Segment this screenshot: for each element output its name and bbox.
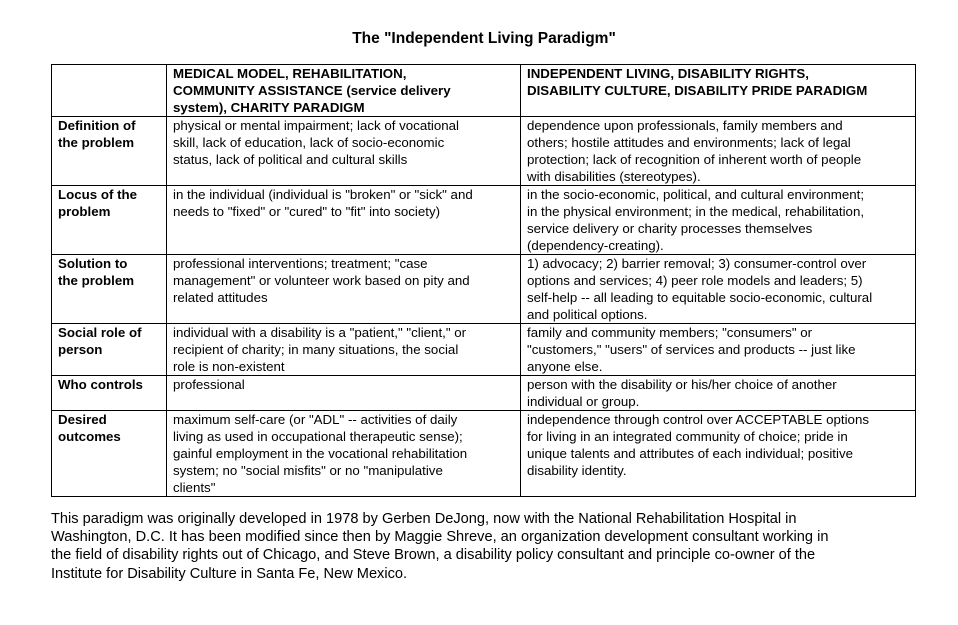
text-line: MEDICAL MODEL, REHABILITATION, xyxy=(173,66,407,81)
medical-model-cell xyxy=(167,376,521,411)
table-header-row xyxy=(52,65,916,117)
text-line: Washington, D.C. It has been modified since then by Maggie Shreve, an organization development consultant working in xyxy=(51,529,829,546)
text-line: clients" xyxy=(173,480,216,495)
row-label xyxy=(52,117,167,186)
document-title: The "Independent Living Paradigm" xyxy=(352,30,616,47)
text-line: in the socio-economic, political, and cultural environment; xyxy=(527,187,865,202)
text-line: needs to "fixed" or "cured" to "fit" into society) xyxy=(173,204,441,219)
independent-living-cell xyxy=(521,411,916,497)
text-line: dependence upon professionals, family members and xyxy=(527,118,843,133)
text-line: service delivery or charity processes themselves xyxy=(527,221,813,236)
row-label xyxy=(52,186,167,255)
text-line: recipient of charity; in many situations, the social xyxy=(173,342,459,357)
paradigm-table xyxy=(51,64,916,497)
text-line: outcomes xyxy=(58,429,121,444)
text-line: living as used in occupational therapeutic sense); xyxy=(173,429,463,444)
text-line: self-help -- all leading to equitable socio-economic, cultural xyxy=(527,290,873,305)
header-medical-model xyxy=(167,65,521,117)
text-line: (dependency-creating). xyxy=(527,238,664,253)
text-line: physical or mental impairment; lack of vocational xyxy=(173,118,460,133)
text-line: role is non-existent xyxy=(173,359,285,374)
row-label xyxy=(52,324,167,376)
medical-model-cell xyxy=(167,324,521,376)
text-line: protection; lack of recognition of inherent worth of people xyxy=(527,152,862,167)
table-row-who-controls xyxy=(52,376,916,411)
text-line: problem xyxy=(58,204,111,219)
text-line: Social role of xyxy=(58,325,142,340)
text-line: Desired xyxy=(58,412,107,427)
text-line: Definition of xyxy=(58,118,136,133)
text-line: the problem xyxy=(58,135,135,150)
text-line: Institute for Disability Culture in Santa Fe, New Mexico. xyxy=(51,565,408,582)
header-independent-living xyxy=(521,65,916,117)
text-line: independence through control over ACCEPTABLE options xyxy=(527,412,869,427)
header-empty-cell xyxy=(52,65,167,117)
medical-model-cell xyxy=(167,411,521,497)
table-row-locus xyxy=(52,186,916,255)
table-row-outcomes xyxy=(52,411,916,497)
table-row-definition xyxy=(52,117,916,186)
independent-living-cell xyxy=(521,117,916,186)
source-paragraph xyxy=(51,510,951,583)
text-line: individual with a disability is a "patient," "client," or xyxy=(173,325,467,340)
text-line: Who controls xyxy=(58,377,143,392)
text-line: anyone else. xyxy=(527,359,603,374)
text-line: management" or volunteer work based on pity and xyxy=(173,273,470,288)
text-line: maximum self-care (or "ADL" -- activities of daily xyxy=(173,412,458,427)
text-line: status, lack of political and cultural skills xyxy=(173,152,408,167)
text-line: options and services; 4) peer role models and leaders; 5) xyxy=(527,273,863,288)
text-line: 1) advocacy; 2) barrier removal; 3) consumer-control over xyxy=(527,256,867,271)
table-row-social-role xyxy=(52,324,916,376)
text-line: DISABILITY CULTURE, DISABILITY PRIDE PARADIGM xyxy=(527,83,868,98)
row-label xyxy=(52,255,167,324)
text-line: skill, lack of education, lack of socio-economic xyxy=(173,135,445,150)
text-line: for living in an integrated community of choice; pride in xyxy=(527,429,848,444)
text-line: system), CHARITY PARADIGM xyxy=(173,100,365,115)
text-line: person xyxy=(58,342,103,357)
text-line: COMMUNITY ASSISTANCE (service delivery xyxy=(173,83,451,98)
text-line: individual or group. xyxy=(527,394,640,409)
independent-living-cell xyxy=(521,186,916,255)
text-line: and political options. xyxy=(527,307,648,322)
medical-model-cell xyxy=(167,117,521,186)
text-line: person with the disability or his/her choice of another xyxy=(527,377,837,392)
text-line: professional xyxy=(173,377,245,392)
text-line: professional interventions; treatment; "case xyxy=(173,256,428,271)
text-line: the problem xyxy=(58,273,135,288)
text-line: in the physical environment; in the medical, rehabilitation, xyxy=(527,204,865,219)
text-line: family and community members; "consumers" or xyxy=(527,325,813,340)
row-label xyxy=(52,411,167,497)
text-line: Solution to xyxy=(58,256,128,271)
text-line: with disabilities (stereotypes). xyxy=(527,169,701,184)
text-line: Locus of the xyxy=(58,187,138,202)
text-line: "customers," "users" of services and products -- just like xyxy=(527,342,856,357)
text-line: related attitudes xyxy=(173,290,268,305)
text-line: INDEPENDENT LIVING, DISABILITY RIGHTS, xyxy=(527,66,809,81)
text-line: system; no "social misfits" or no "manipulative xyxy=(173,463,443,478)
independent-living-cell xyxy=(521,255,916,324)
text-line: This paradigm was originally developed in 1978 by Gerben DeJong, now with the National Rehabilitation Hospital in xyxy=(51,511,797,527)
independent-living-cell xyxy=(521,324,916,376)
text-line: in the individual (individual is "broken" or "sick" and xyxy=(173,187,473,202)
text-line: unique talents and attributes of each individual; positive xyxy=(527,446,853,461)
text-line: others; hostile attitudes and environments; lack of legal xyxy=(527,135,851,150)
table-row-solution xyxy=(52,255,916,324)
medical-model-cell xyxy=(167,255,521,324)
text-line: the field of disability rights out of Chicago, and Steve Brown, a disability policy consultant and principle co-owner of the xyxy=(51,547,816,564)
row-label xyxy=(52,376,167,411)
independent-living-cell xyxy=(521,376,916,411)
text-line: gainful employment in the vocational rehabilitation xyxy=(173,446,468,461)
medical-model-cell xyxy=(167,186,521,255)
text-line: disability identity. xyxy=(527,463,627,478)
